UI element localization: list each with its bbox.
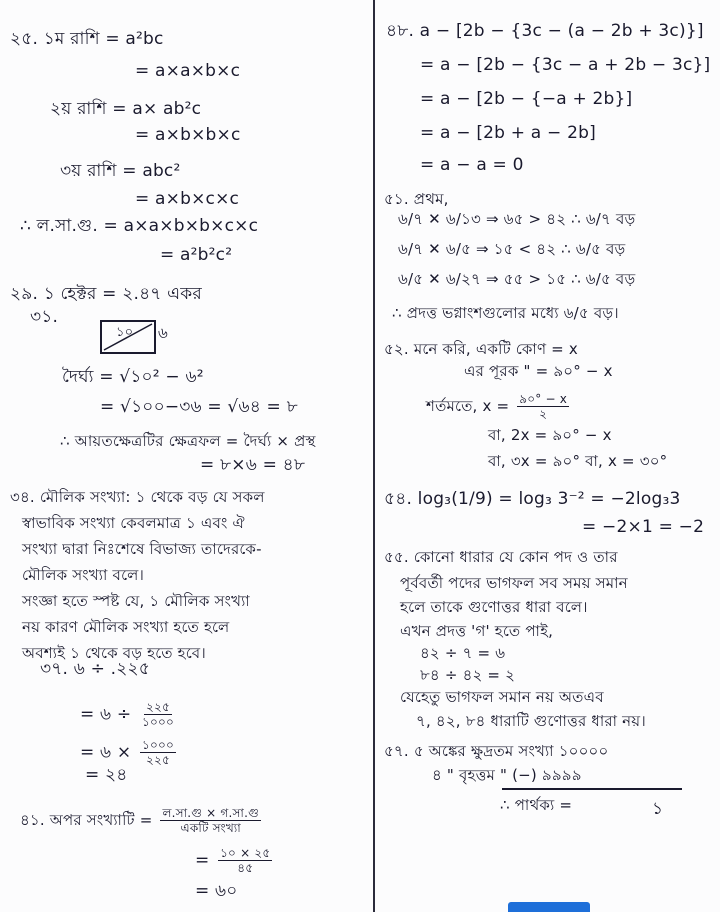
q25-line-2: = a×a×b×c: [135, 61, 241, 81]
q48-line-5: = a − a = 0: [420, 155, 524, 175]
rectangle-figure: [100, 320, 156, 354]
q54-line-2: = −2×1 = −2: [582, 517, 705, 537]
q41-line-3: = ৬০: [195, 881, 238, 901]
q52-line-3: [426, 392, 572, 421]
q55-line-7: যেহেতু ভাগফল সমান নয় অতএব: [400, 688, 604, 706]
q57-difference-value: ১: [652, 799, 664, 819]
q37-fraction-2-denominator: ২২৫: [145, 753, 170, 767]
q34-line-3: সংখ্যা দ্বারা নিঃশেষে বিভাজ্য তাদেরকে-: [22, 540, 262, 558]
q52-line-2: এর পূরক " = ৯০° − x: [464, 362, 613, 380]
q51-row-1-fraction-b: ৬/১৩: [445, 210, 481, 228]
q52-fraction: [517, 392, 569, 421]
q25-line-3: ২য় রাশি = a× ab²c: [50, 99, 202, 119]
q41-fraction-2-denominator: ৪৫: [237, 861, 254, 875]
q51-conclusion: ∴ প্রদত্ত ভগ্নাংশগুলোর মধ্যে ৬/৫ বড়।: [392, 304, 619, 322]
q57-difference-label: ∴ পার্থক্য =: [500, 796, 573, 814]
q37-line-2-prefix: = ৬ ÷: [80, 704, 132, 725]
q52-line-4: বা, 2x = ৯০° − x: [488, 426, 612, 444]
q34-line-5: সংজ্ঞা হতে স্পষ্ট যে, ১ মৌলিক সংখ্যা: [22, 592, 250, 610]
q41-line-1: [20, 806, 264, 835]
q34-line-4: মৌলিক সংখ্যা বলে।: [22, 566, 145, 584]
q37-line-3: [80, 738, 179, 767]
q25-line-7: ∴ ল.সা.গু. = a×a×b×b×c×c: [20, 216, 259, 236]
q34-line-2: স্বাভাবিক সংখ্যা কেবলমাত্র ১ এবং ঐ: [22, 514, 245, 532]
q41-line-1-prefix: ৪১. অপর সংখ্যাটি =: [20, 811, 153, 829]
q51-row-1-result: ⇒ ৬৫ > ৪২ ∴ ৬/৭ বড়: [485, 210, 636, 228]
q57-line-2: ৪ " বৃহত্তম " (−) ৯৯৯৯: [432, 766, 582, 784]
rectangle-side-label: ৬: [158, 324, 168, 342]
q51-row-2-fraction-b: ৬/৫: [445, 240, 472, 258]
q57-line-3: [500, 796, 572, 814]
q31-line-2: = √১০০−৩৬ = √৬৪ = ৮: [100, 397, 298, 417]
q34-line-1: ৩৪. মৌলিক সংখ্যা: ১ থেকে বড় যে সকল: [10, 488, 265, 506]
q51-row-3-result: ⇒ ৫৫ > ১৫ ∴ ৬/৫ বড়: [485, 270, 636, 288]
q51-row-3: ৬/৫ ✕ ৬/২৭ ⇒ ৫৫ > ১৫ ∴ ৬/৫ বড়: [398, 270, 636, 288]
q37-line-4: = ২৪: [85, 765, 128, 785]
rectangle-diagonal-label: ১০: [116, 325, 134, 340]
q25-line-4: = a×b×b×c: [135, 125, 241, 145]
q55-line-3: হলে তাকে গুণোত্তর ধারা বলে।: [400, 598, 588, 616]
q52-fraction-denominator: ২: [539, 407, 548, 421]
q55-line-5: ৪২ ÷ ৭ = ৬: [420, 644, 506, 662]
q55-line-8: ৭, ৪২, ৮৪ ধারাটি গুণোত্তর ধারা নয়।: [416, 712, 646, 730]
q34-line-6: নয় কারণ মৌলিক সংখ্যা হতে হলে: [22, 618, 230, 636]
q52-line-1: ৫২. মনে করি, একটি কোণ = x: [384, 340, 578, 358]
q55-line-2: পূর্ববর্তী পদের ভাগফল সব সময় সমান: [400, 574, 628, 592]
q41-fraction-2-numerator: ১০ × ২৫: [220, 846, 271, 860]
q51-row-2-fraction-a: ৬/৭: [398, 240, 424, 258]
q51-row-3-fraction-a: ৬/৫: [398, 270, 424, 288]
q41-fraction-1-denominator: একটি সংখ্যা: [180, 821, 241, 835]
q52-line-5: বা, ৩x = ৯০° বা, x = ৩০°: [488, 452, 668, 470]
column-divider: [373, 0, 375, 912]
q48-line-2: = a − [2b − {3c − a + 2b − 3c}]: [420, 55, 711, 75]
q37-fraction-1: [140, 700, 176, 729]
q55-line-1: ৫৫. কোনো ধারার যে কোন পদ ও তার: [384, 548, 618, 566]
q31-number: ৩১.: [30, 307, 59, 327]
q41-fraction-1: [160, 806, 260, 835]
q51-row-1-fraction-a: ৬/৭: [398, 210, 424, 228]
q51-line-1: ৫১. প্রথম,: [384, 190, 449, 208]
q52-line-3-prefix: শর্তমতে, x =: [426, 397, 510, 415]
q55-line-6: ৮৪ ÷ ৪২ = ২: [420, 666, 516, 684]
q34-line-7: অবশ্যই ১ থেকে বড় হতে হবে।: [22, 644, 206, 662]
q37-fraction-1-denominator: ১০০০: [141, 715, 174, 729]
q41-line-2-prefix: =: [195, 850, 210, 871]
q37-fraction-2-numerator: ১০০০: [141, 738, 174, 752]
q48-line-4: = a − [2b + a − 2b]: [420, 123, 596, 143]
q37-line-1: ৩৭. ৬ ÷ .২২৫: [40, 659, 150, 679]
q25-line-1: ২৫. ১ম রাশি = a²bc: [10, 29, 164, 49]
q52-fraction-numerator: ৯০° − x: [519, 392, 568, 406]
q41-line-2: [195, 846, 275, 875]
q37-fraction-2: [140, 738, 176, 767]
q55-line-4: এখন প্রদত্ত 'গ' হতে পাই,: [400, 622, 554, 640]
q41-fraction-2: [218, 846, 272, 875]
q48-line-1: ৪৮. a − [2b − {3c − (a − 2b + 3c)}]: [386, 21, 704, 41]
q51-row-2: ৬/৭ ✕ ৬/৫ ⇒ ১৫ < ৪২ ∴ ৬/৫ বড়: [398, 240, 626, 258]
q31-line-4: = ৮×৬ = ৪৮: [200, 455, 306, 475]
q57-line-1: ৫৭. ৫ অঙ্কের ক্ষুদ্রতম সংখ্যা ১০০০০: [384, 742, 609, 760]
q51-row-2-result: ⇒ ১৫ < ৪২ ∴ ৬/৫ বড়: [476, 240, 626, 258]
q48-line-3: = a − [2b − {−a + 2b}]: [420, 89, 633, 109]
q57-subtraction-rule: [502, 788, 682, 790]
q31-line-3: ∴ আয়তক্ষেত্রটির ক্ষেত্রফল = দৈর্ঘ্য × প্রস্থ: [60, 432, 316, 450]
q54-line-1: ৫৪. log₃(1/9) = log₃ 3⁻² = −2log₃3: [384, 489, 681, 509]
q25-line-5: ৩য় রাশি = abc²: [60, 161, 181, 181]
q25-line-6: = a×b×c×c: [135, 189, 240, 209]
q37-line-2: [80, 700, 179, 729]
q41-fraction-1-numerator: ল.সা.গু × গ.সা.গু: [162, 806, 259, 820]
q29-line-1: ২৯. ১ হেক্টর = ২.৪৭ একর: [10, 284, 202, 304]
q25-line-8: = a²b²c²: [160, 245, 233, 265]
q31-line-1: দৈর্ঘ্য = √১০² − ৬²: [62, 367, 204, 387]
q51-row-1: ৬/৭ ✕ ৬/১৩ ⇒ ৬৫ > ৪২ ∴ ৬/৭ বড়: [398, 210, 636, 228]
q37-line-3-prefix: = ৬ ×: [80, 742, 132, 763]
q37-fraction-1-numerator: ২২৫: [145, 700, 170, 714]
bottom-accent-bar: [508, 902, 590, 912]
q51-row-3-fraction-b: ৬/২৭: [445, 270, 481, 288]
